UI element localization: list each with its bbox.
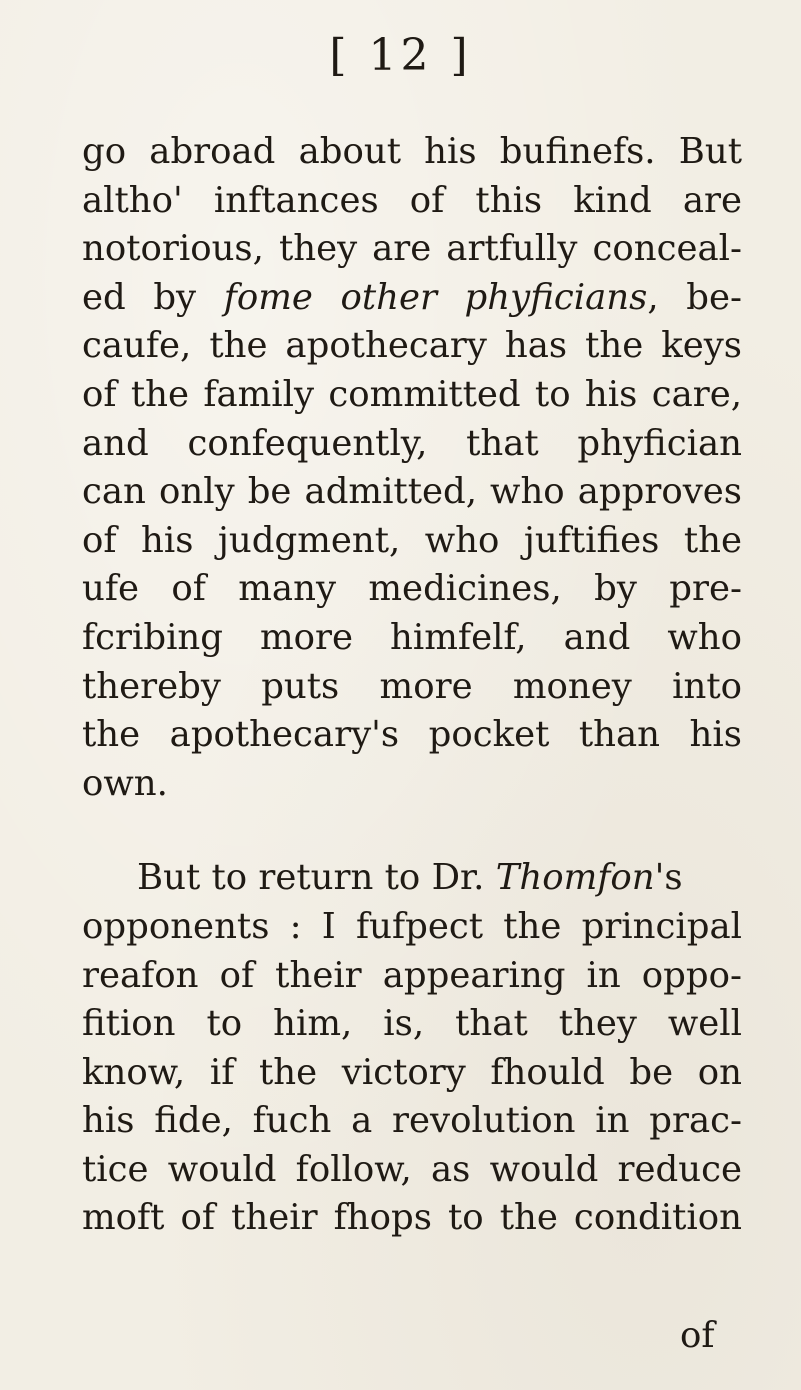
text-line: go abroad about his bufinefs. But [82,131,742,172]
text-line: thereby puts more money into [82,665,742,707]
text-line: opponents : I fufpect the principal [82,905,742,947]
text-line: and confequently, that phyfician [82,422,742,464]
text-line: the apothecary's pocket than his [82,714,742,756]
text-line: moft of their fhops to the condition [82,1197,742,1239]
text-line: altho' inftances of this kind are [82,179,742,221]
text-line: know, if the victory fhould be on [82,1051,742,1093]
text-segment: , be- [647,276,742,318]
text-line: ufe of many medicines, by pre- [82,568,742,610]
text-line: fition to him, is, that they well [82,1003,742,1045]
text-line: of his judgment, who juftifies the [82,519,742,561]
italic-phrase: fome other phyficians [223,276,648,318]
paragraph-gap [82,808,742,854]
italic-name: Thomfon [495,857,655,899]
paragraph-1 [82,128,742,808]
text-line: tice would follow, as would reduce [82,1148,742,1190]
text-segment: ed by [82,276,224,318]
text-line [82,854,742,903]
paragraph-2 [82,854,742,1243]
text-segment: But to return to Dr. [137,857,496,899]
page-number: [ 12 ] [329,30,472,81]
body-text [82,128,742,1243]
text-line: can only be admitted, who approves [82,471,742,513]
text-line: caufe, the apothecary has the keys [82,325,742,367]
text-line: own. [82,762,168,804]
catchword: of [680,1315,715,1356]
text-line [82,274,742,323]
text-line: of the family committed to his care, [82,373,742,415]
text-segment: 's [654,857,683,899]
text-line: fcribing more himfelf, and who [82,616,742,658]
text-line: his fide, fuch a revolution in prac- [82,1100,742,1142]
text-line: notorious, they are artfully conceal- [82,228,742,270]
text-line: reafon of their appearing in oppo- [82,954,742,996]
